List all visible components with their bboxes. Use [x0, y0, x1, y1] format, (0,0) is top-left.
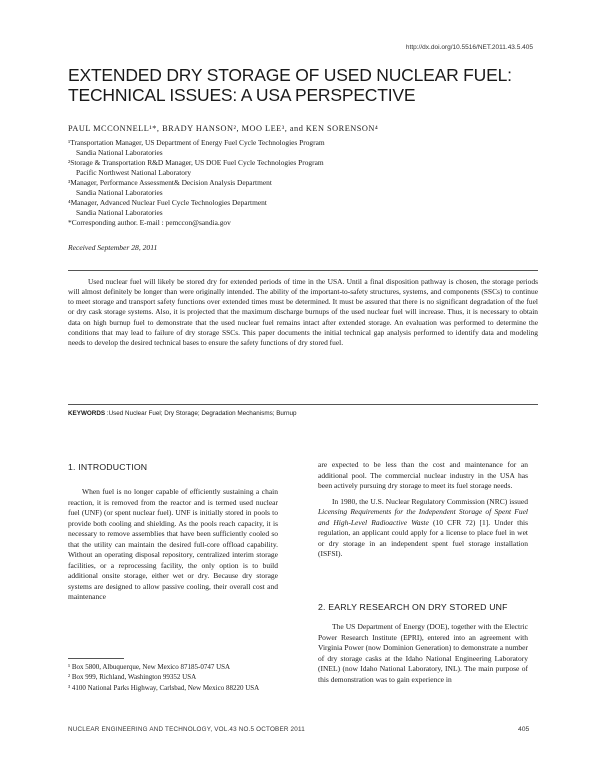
early-research-body	[318, 622, 528, 685]
affiliations	[68, 138, 488, 228]
journal-footer: NUCLEAR ENGINEERING AND TECHNOLOGY, VOL.43 NO.5 OCTOBER 2011	[68, 726, 305, 733]
affiliation-1: ¹Transportation Manager, US Department of Energy Fuel Cycle Technologies Program Sandia National Laboratories	[68, 138, 325, 157]
page-number: 405	[518, 726, 530, 733]
footnote-2: ² Box 999, Richland, Washington 99352 USA	[68, 673, 197, 681]
title-line-1: EXTENDED DRY STORAGE OF USED NUCLEAR FUEL:	[68, 65, 512, 85]
paragraph: In 1980, the U.S. Nuclear Regulatory Commission (NRC) issued Licensing Requirements for the Independent Storage of Spent Fuel and High-Level Radioactive Waste (10 CFR 72) [1]. Under this regulation, an applicant could apply for a license to place fuel in wet or dry storage in an independent spent fuel storage installation (ISFSI).	[318, 496, 528, 558]
footnote-3: ³ 4100 National Parks Highway, Carlsbad, New Mexico 88220 USA	[68, 684, 260, 692]
affiliation-4: ⁴Manager, Advanced Nuclear Fuel Cycle Technologies Department Sandia National Laboratories	[68, 198, 267, 217]
affiliation-3: ³Manager, Performance Assessment& Decision Analysis Department Sandia National Laboratories	[68, 178, 272, 197]
abstract-bottom-rule	[68, 404, 538, 405]
keywords-text: :Used Nuclear Fuel; Dry Storage; Degradation Mechanisms; Burnup	[105, 410, 297, 417]
abstract: Used nuclear fuel will likely be stored dry for extended periods of time in the USA. Until a final disposition pathway is chosen, the storage periods will almost definitely be longer than were originally intended. The ability of the important-to-safety structures, systems, and components (SSCs) to continue to meet storage and transport safety functions over extended times must be determined. It must be assured that there is no significant degradation of the fuel or dry cask storage systems. Also, it is projected that the maximum discharge burnups of the used nuclear fuel will increase. Thus, it is necessary to obtain data on high burnup fuel to demonstrate that the used nuclear fuel remains intact after extended storage. An evaluation was performed to determine the conditions that may lead to failure of dry storage SSCs. This paper documents the initial technical gap analysis performed to identify data and modeling needs to develop the desired technical bases to ensure the safety functions of dry stored fuel.	[68, 277, 538, 347]
section-heading-early-research: 2. EARLY RESEARCH ON DRY STORED UNF	[318, 602, 508, 612]
footnote-1: ¹ Box 5800, Albuquerque, New Mexico 87185-0747 USA	[68, 663, 231, 671]
paper-title	[68, 66, 538, 105]
paragraph: When fuel is no longer capable of efficiently sustaining a chain reaction, it is removed from the reactor and is termed used nuclear fuel (UNF) (or spent nuclear fuel). UNF is initially stored in pools to provide both cooling and shielding. As the pools reach capacity, it is necessary to remove assemblies that have been sufficiently cooled so that the utility can maintain the desired full-core offload capability. Without an operating disposal repository, centralized interim storage facilities, or a reprocessing facility, the only option is to build additional onsite storage, either wet or dry. Because dry storage systems are designed to allow passive cooling, their overall cost and maintenance	[68, 487, 278, 601]
received-date: Received September 28, 2011	[68, 243, 158, 252]
column-2-body	[318, 460, 528, 560]
keywords	[68, 410, 297, 417]
doi-link[interactable]: http://dx.doi.org/10.5516/NET.2011.43.5.405	[405, 44, 533, 51]
author-list: PAUL MCCONNELL¹*, BRADY HANSON², MOO LEE³, and KEN SORENSON⁴	[68, 124, 379, 133]
keywords-label: KEYWORDS	[68, 410, 106, 417]
paragraph: are expected to be less than the cost and maintenance for an additional pool. The commercial nuclear industry in the USA has been actively pursuing dry storage to meet its fuel storage needs.	[318, 460, 528, 490]
footnote-rule	[68, 658, 124, 659]
affiliation-2: ²Storage & Transportation R&D Manager, US DOE Fuel Cycle Technologies Program Pacific Northwest National Laboratory	[68, 158, 324, 177]
paragraph: The US Department of Energy (DOE), together with the Electric Power Research Institute (EPRI), entered into an agreement with Virginia Power (now Dominion Generation) to demonstrate a number of dry storage casks at the Idaho National Engineering Laboratory (INEL) (now Idaho National Laboratory, INL). The main purpose of this demonstration was to gain experience in	[318, 622, 528, 684]
introduction-body	[68, 487, 278, 603]
section-heading-introduction: 1. INTRODUCTION	[68, 462, 148, 472]
abstract-top-rule	[68, 270, 538, 271]
corresponding-author: *Corresponding author. E-mail : pemccon@sandia.gov	[68, 218, 231, 227]
title-line-2: TECHNICAL ISSUES: A USA PERSPECTIVE	[68, 84, 416, 105]
